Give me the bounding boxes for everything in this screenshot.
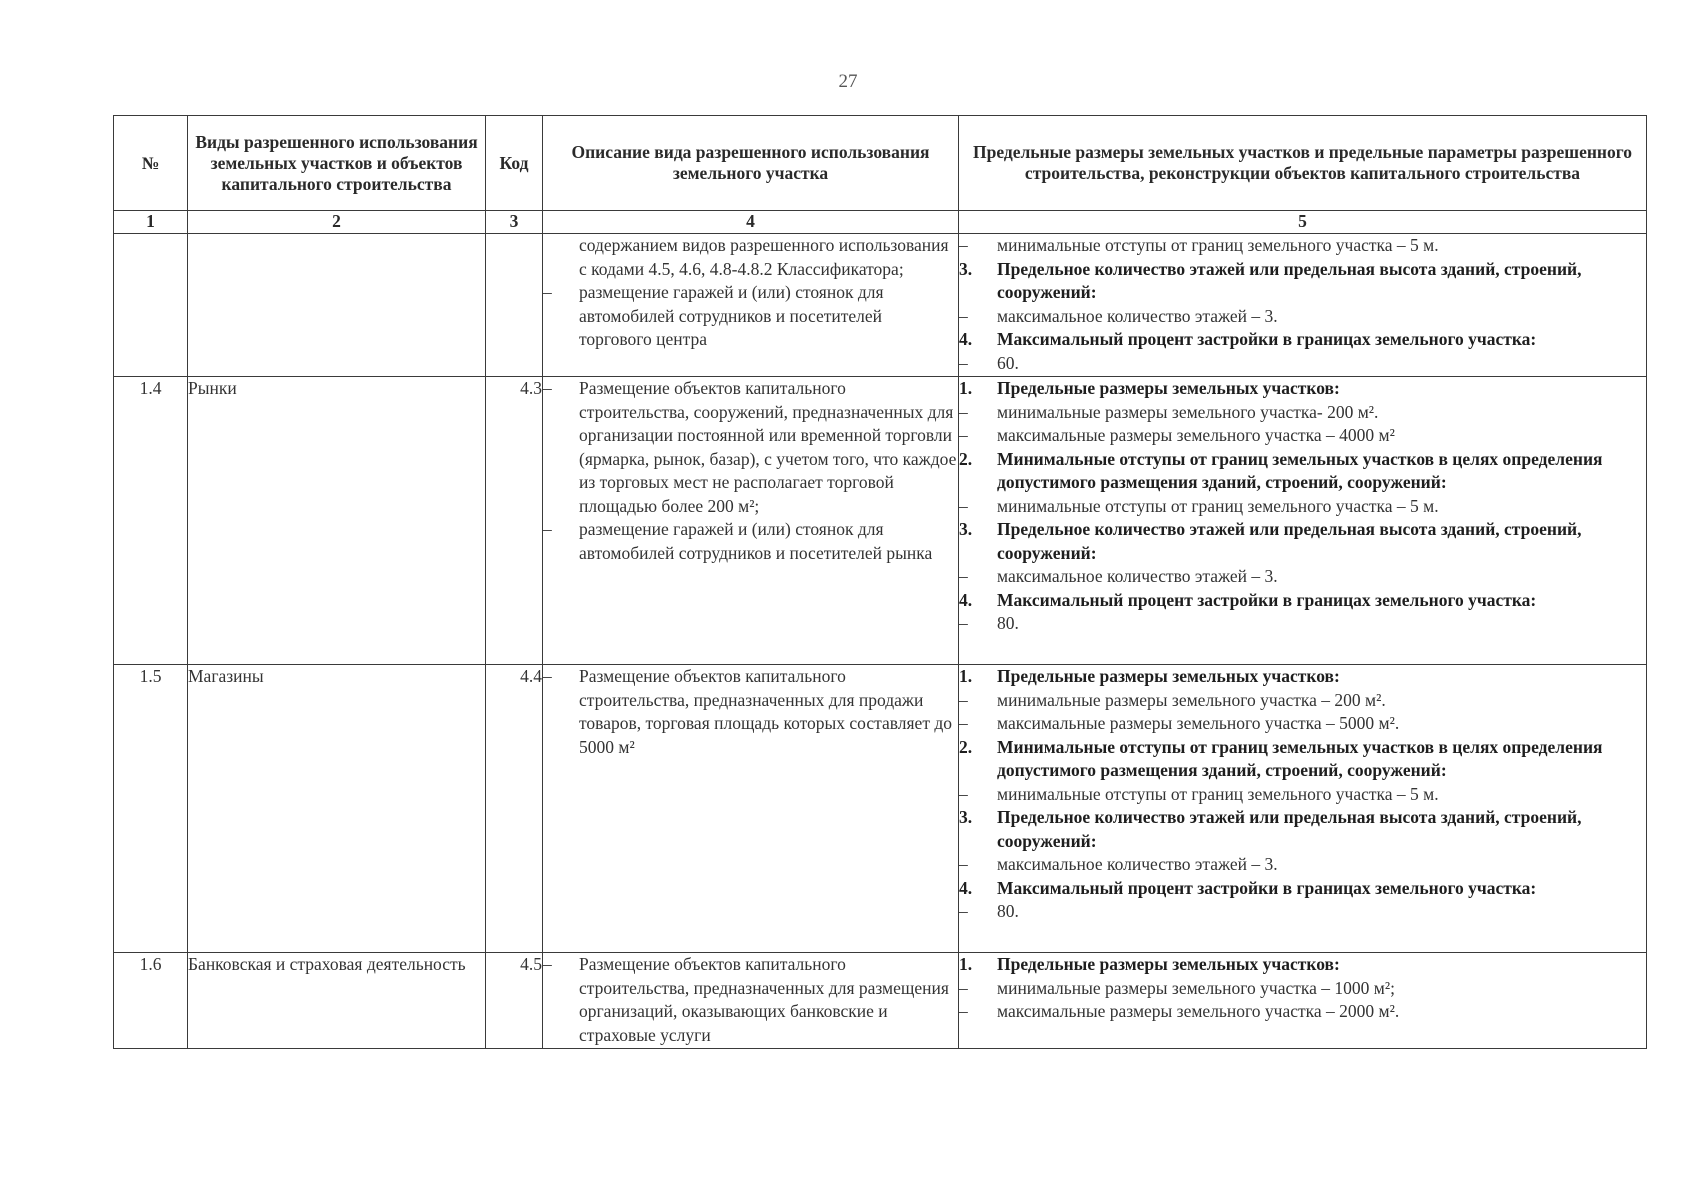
list-marker <box>543 234 579 281</box>
row-code: 4.3 <box>486 377 543 665</box>
parameter-heading <box>959 328 1646 352</box>
header-kinds: Виды разрешенного использования земельных участков и объектов капитального строительства <box>188 116 486 211</box>
parameter-heading <box>959 877 1646 901</box>
list-marker: 4. <box>959 589 973 610</box>
table-header-row <box>114 116 1647 211</box>
parameter-item <box>959 712 1646 736</box>
description-text: Размещение объектов капитального строительства, предназначенных для продажи товаров, торговая площадь которых составляет до 5000 м² <box>579 666 953 757</box>
parameter-heading <box>959 258 1646 305</box>
parameter-heading <box>959 448 1646 495</box>
list-marker: – <box>959 566 968 586</box>
row-parameters <box>959 377 1647 665</box>
parameter-text: максимальные размеры земельного участка – 5000 м². <box>997 713 1400 733</box>
parameter-item <box>959 900 1646 924</box>
list-marker: 1. <box>959 666 973 686</box>
parameter-item <box>959 612 1646 636</box>
parameter-text: минимальные размеры земельного участка- 200 м². <box>997 401 1379 422</box>
column-number: 2 <box>188 211 486 234</box>
row-description <box>543 665 959 953</box>
list-marker: 2. <box>959 736 973 757</box>
parameter-text: минимальные отступы от границ земельного участка – 5 м. <box>997 495 1439 516</box>
description-item <box>543 234 958 281</box>
description-item <box>543 377 958 518</box>
row-description <box>543 234 959 377</box>
description-text: содержанием видов разрешенного использования с кодами 4.5, 4.6, 4.8-4.8.2 Классификатора; <box>579 235 949 279</box>
table-body <box>114 234 1647 1049</box>
row-parameters <box>959 234 1647 377</box>
parameter-text: максимальные размеры земельного участка – 2000 м². <box>997 1001 1400 1021</box>
column-number-row <box>114 211 1647 234</box>
list-marker: – <box>959 401 968 422</box>
list-marker: – <box>543 282 552 302</box>
row-kind-name: Банковская и страховая деятельность <box>188 953 486 1049</box>
list-marker: – <box>959 977 968 998</box>
parameter-heading <box>959 736 1646 783</box>
header-code: Код <box>486 116 543 211</box>
row-code: 4.5 <box>486 953 543 1049</box>
parameter-text: Минимальные отступы от границ земельных участков в целях определения допустимого размещения зданий, строений, сооружений: <box>997 736 1603 780</box>
parameter-item <box>959 234 1646 258</box>
list-marker: 2. <box>959 448 973 469</box>
parameter-text: максимальное количество этажей – 3. <box>997 566 1278 586</box>
row-code: 4.4 <box>486 665 543 953</box>
page-number: 27 <box>838 71 858 92</box>
parameter-text: Предельное количество этажей или предельная высота зданий, строений, сооружений: <box>997 519 1582 563</box>
description-item <box>543 953 958 1047</box>
column-number: 3 <box>486 211 543 234</box>
table-row <box>114 234 1647 377</box>
description-item <box>543 281 958 352</box>
column-number: 5 <box>959 211 1647 234</box>
parameter-text: Предельные размеры земельных участков: <box>997 666 1340 686</box>
parameter-item <box>959 305 1646 329</box>
list-marker: – <box>959 713 968 733</box>
parameter-text: Предельное количество этажей или предельная высота зданий, строений, сооружений: <box>997 807 1582 851</box>
parameter-heading <box>959 953 1646 977</box>
list-marker: 1. <box>959 954 973 974</box>
parameter-item <box>959 401 1646 425</box>
parameter-item <box>959 1000 1646 1024</box>
row-kind-name <box>188 234 486 377</box>
header-description: Описание вида разрешенного использования земельного участка <box>543 116 959 211</box>
parameter-text: 80. <box>997 901 1019 921</box>
parameter-item <box>959 853 1646 877</box>
description-item <box>543 518 958 565</box>
header-num: № <box>114 116 188 211</box>
row-parameters <box>959 665 1647 953</box>
list-marker: – <box>959 613 968 633</box>
row-description <box>543 953 959 1049</box>
parameter-text: максимальное количество этажей – 3. <box>997 305 1278 326</box>
parameter-text: Предельные размеры земельных участков: <box>997 954 1340 974</box>
parameter-item <box>959 495 1646 519</box>
parameter-heading <box>959 518 1646 565</box>
row-number: 1.5 <box>114 665 188 953</box>
list-marker: – <box>543 666 552 686</box>
parameter-text: минимальные отступы от границ земельного участка – 5 м. <box>997 235 1439 255</box>
parameter-text: Максимальный процент застройки в границах земельного участка: <box>997 589 1537 610</box>
parameter-item <box>959 352 1646 376</box>
row-number: 1.4 <box>114 377 188 665</box>
parameter-text: Минимальные отступы от границ земельных участков в целях определения допустимого размещения зданий, строений, сооружений: <box>997 448 1603 492</box>
list-marker: 1. <box>959 378 973 398</box>
parameter-heading <box>959 377 1646 401</box>
parameter-heading <box>959 665 1646 689</box>
parameter-text: Максимальный процент застройки в границах земельного участка: <box>997 329 1537 349</box>
table-row <box>114 377 1647 665</box>
list-marker: 4. <box>959 877 973 898</box>
parameter-text: Предельное количество этажей или предельная высота зданий, строений, сооружений: <box>997 258 1582 302</box>
list-marker: – <box>959 1001 968 1021</box>
parameter-item <box>959 689 1646 713</box>
description-item <box>543 665 958 759</box>
row-kind-name: Магазины <box>188 665 486 953</box>
list-marker: 3. <box>959 807 973 827</box>
list-marker: – <box>543 954 552 974</box>
parameter-text: максимальные размеры земельного участка – 4000 м² <box>997 425 1395 445</box>
list-marker: – <box>959 854 968 874</box>
parameter-text: максимальное количество этажей – 3. <box>997 854 1278 874</box>
table-row <box>114 665 1647 953</box>
row-code <box>486 234 543 377</box>
parameter-text: Предельные размеры земельных участков: <box>997 378 1340 398</box>
list-marker: – <box>543 378 552 398</box>
list-marker: – <box>959 689 968 710</box>
parameter-text: 80. <box>997 613 1019 633</box>
parameter-text: минимальные размеры земельного участка – 200 м². <box>997 689 1386 710</box>
parameter-item <box>959 783 1646 807</box>
parameter-heading <box>959 806 1646 853</box>
list-marker: – <box>543 519 552 539</box>
column-number: 1 <box>114 211 188 234</box>
description-text: размещение гаражей и (или) стоянок для автомобилей сотрудников и посетителей торгового центра <box>579 282 884 349</box>
list-marker: – <box>959 495 968 516</box>
list-marker: 4. <box>959 329 973 349</box>
description-text: размещение гаражей и (или) стоянок для автомобилей сотрудников и посетителей рынка <box>579 519 933 563</box>
row-number: 1.6 <box>114 953 188 1049</box>
list-marker: – <box>959 352 968 373</box>
parameter-item <box>959 424 1646 448</box>
list-marker: – <box>959 901 968 921</box>
row-parameters <box>959 953 1647 1049</box>
parameter-item <box>959 977 1646 1001</box>
parameter-text: минимальные размеры земельного участка – 1000 м²; <box>997 977 1395 998</box>
list-marker: – <box>959 235 968 255</box>
list-marker: – <box>959 305 968 326</box>
list-marker: 3. <box>959 519 973 539</box>
list-marker: – <box>959 783 968 804</box>
description-text: Размещение объектов капитального строительства, сооружений, предназначенных для организации постоянной или временной торговли (ярмарка, рынок, базар), с учетом того, что каждое из торговых мест не располагает торговой площадью более 200 м²; <box>579 378 957 516</box>
parameter-item <box>959 565 1646 589</box>
row-description <box>543 377 959 665</box>
row-kind-name: Рынки <box>188 377 486 665</box>
row-number <box>114 234 188 377</box>
column-number: 4 <box>543 211 959 234</box>
land-use-table <box>113 115 1647 1049</box>
parameter-heading <box>959 589 1646 613</box>
parameter-text: 60. <box>997 352 1019 373</box>
parameter-text: минимальные отступы от границ земельного участка – 5 м. <box>997 783 1439 804</box>
header-params: Предельные размеры земельных участков и предельные параметры разрешенного строительства, реконструкции объектов капитального строительства <box>959 116 1647 211</box>
table-row <box>114 953 1647 1049</box>
parameter-text: Максимальный процент застройки в границах земельного участка: <box>997 877 1537 898</box>
list-marker: 3. <box>959 258 973 279</box>
list-marker: – <box>959 425 968 445</box>
description-text: Размещение объектов капитального строительства, предназначенных для размещения организаций, оказывающих банковские и страховые услуги <box>579 954 949 1045</box>
